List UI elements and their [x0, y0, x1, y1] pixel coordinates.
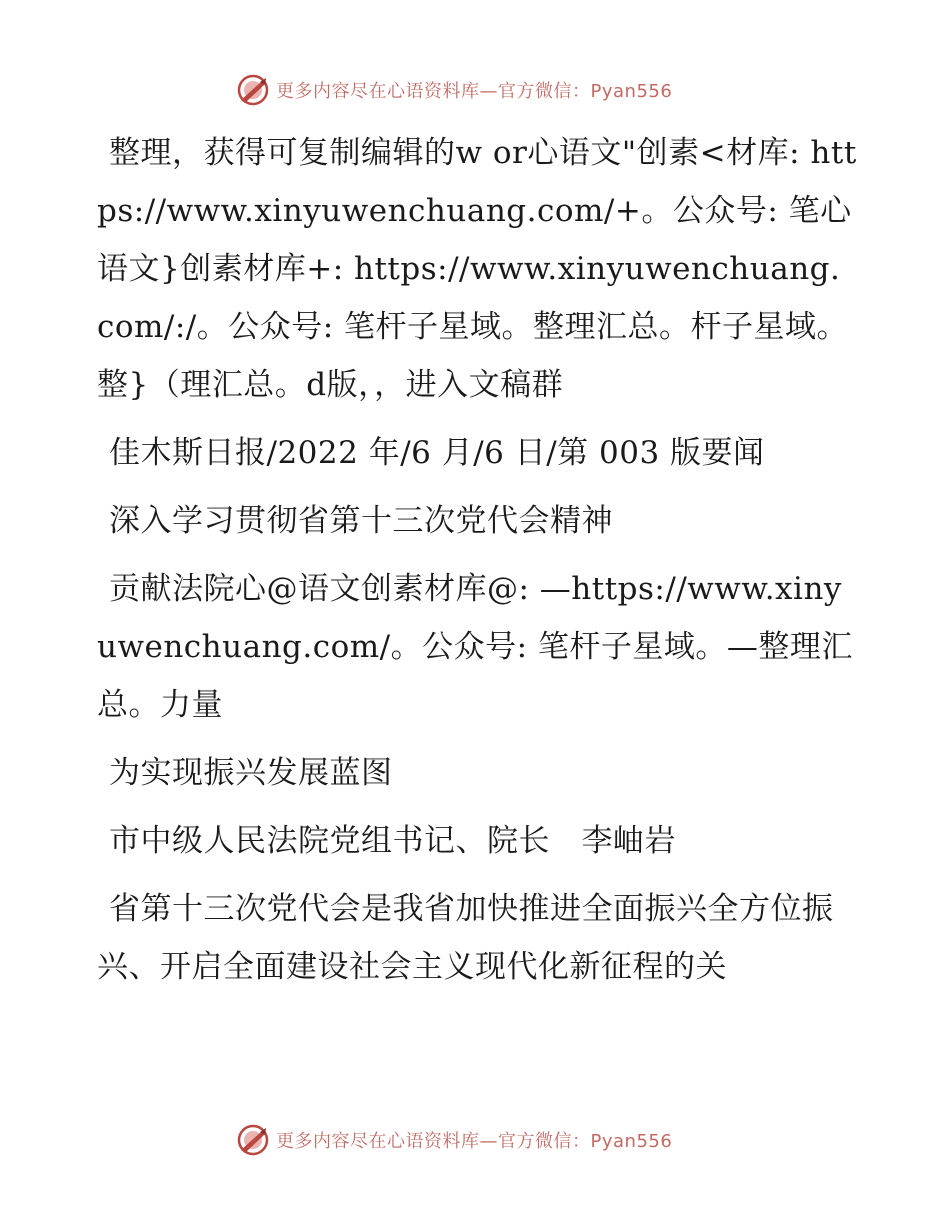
banner-text: 更多内容尽在心语资料库—官方微信：Pyan556 [276, 81, 673, 102]
paragraph-body: 省第十三次党代会是我省加快推进全面振兴全方位振兴、开启全面建设社会主义现代化新征程的关 [97, 891, 834, 985]
banner-text: 更多内容尽在心语资料库—官方微信：Pyan556 [276, 1131, 673, 1152]
pen-nib-circle-icon [236, 73, 270, 107]
paragraph-headline: 深入学习贯彻省第十三次党代会精神 [109, 503, 613, 539]
paragraph-subheadline-2: 为实现振兴发展蓝图 [109, 755, 393, 791]
paragraph-subheadline: 贡献法院心@语文创素材库@: —https://www.xinyuwenchuang.com/。公众号: 笔杆子星域。—整理汇总。力量 [97, 571, 853, 723]
paragraph-intro: 整理，获得可复制编辑的w or心语文"创素<材库: https://www.xinyuwenchuang.com/+。公众号: 笔心语文}创素材库+: https://www.xinyuwenchuang.com/:/。公众号: 笔杆子星域。整理汇总。杆子星域。整}（理汇总。d版，，进入文稿群 [97, 135, 857, 403]
footer-watermark-banner [236, 1122, 672, 1158]
paragraph-source-line: 佳木斯日报/2022 年/6 月/6 日/第 003 版要闻 [109, 435, 765, 471]
paragraph-author: 市中级人民法院党组书记、院长 李岫岩 [109, 823, 676, 859]
header-watermark-banner [236, 72, 672, 108]
document-body [97, 124, 857, 1006]
pen-nib-circle-icon [236, 1123, 270, 1157]
